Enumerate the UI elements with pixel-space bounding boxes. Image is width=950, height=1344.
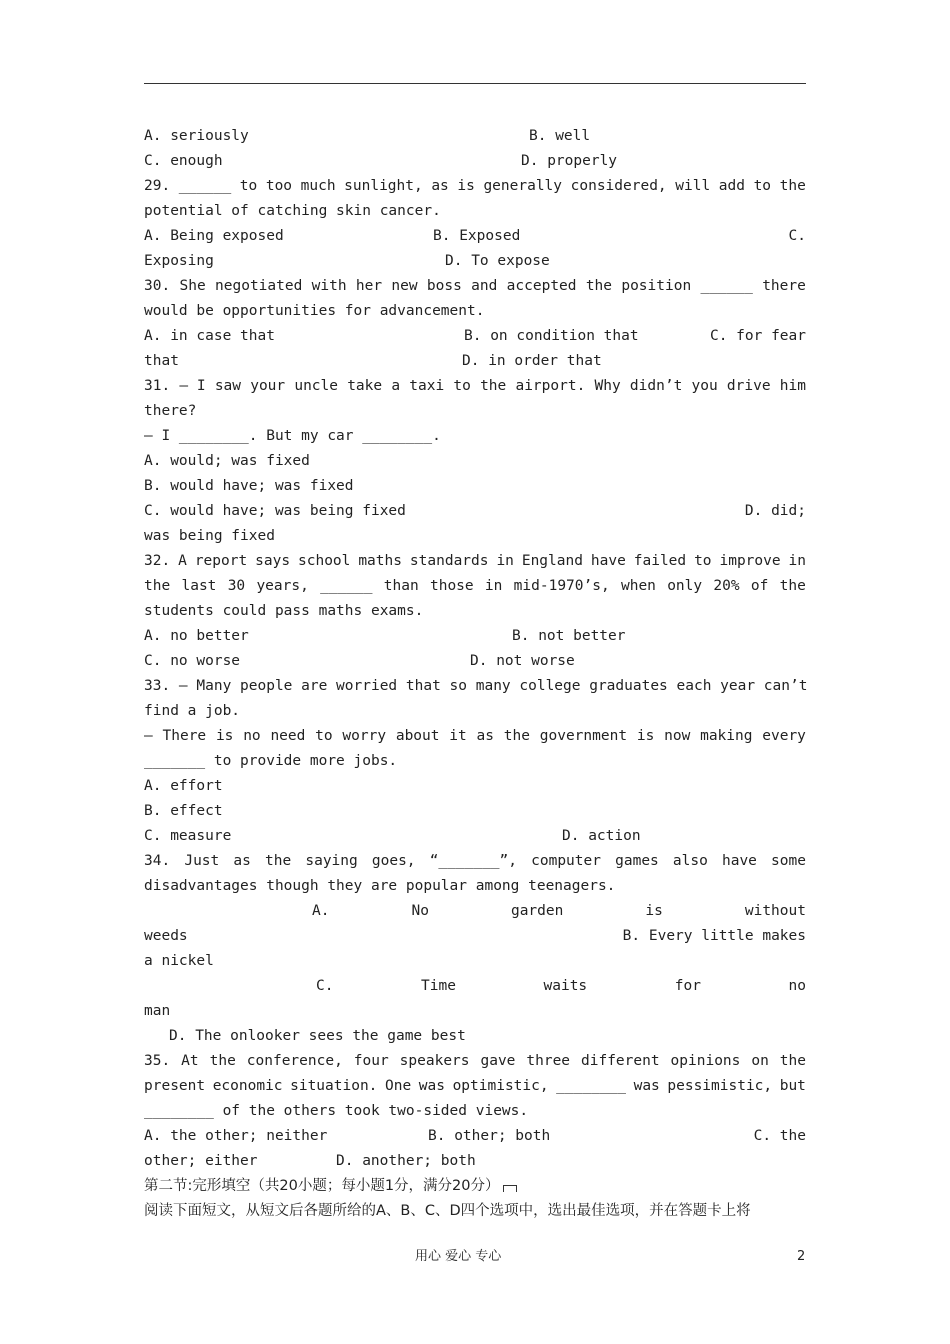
q28-options-row2 xyxy=(144,149,806,174)
q34-options-row2: weeds B. Every little makes xyxy=(144,924,806,949)
page-number: 2 xyxy=(797,1249,806,1264)
q34-stem-line2: disadvantages though they are popular among teenagers. xyxy=(144,878,616,894)
q35-stem-line3: ________ of the others took two-sided views. xyxy=(144,1103,529,1119)
q29-option-c: C. xyxy=(788,228,806,244)
q28-option-a: A. seriously xyxy=(144,128,249,144)
q35-stem-line2: present economic situation. One was optimistic, ________ was pessimistic, but xyxy=(144,1078,806,1094)
q30-stem-line2: would be opportunities for advancement. xyxy=(144,303,485,319)
q30-options-row1 xyxy=(144,324,806,349)
footer-slogan: 用心 爱心 专心 xyxy=(415,1249,502,1264)
q29-options-row1 xyxy=(144,224,806,249)
q35-option-d: D. another; both xyxy=(336,1153,476,1169)
q34-option-d: D. The onlooker sees the game best xyxy=(169,1028,466,1044)
q31-stem-line1: 31. — I saw your uncle take a taxi to the airport. Why didn’t you drive him xyxy=(144,378,806,394)
q31-stem-line2: there? xyxy=(144,403,197,419)
q30-stem-line1: 30. She negotiated with her new boss and accepted the position ______ there xyxy=(144,278,806,294)
q31-option-b: B. would have; was fixed xyxy=(144,478,354,494)
q34-stem-line1: 34. Just as the saying goes, “_______”, computer games also have some xyxy=(144,853,806,869)
q35-option-a: A. the other; neither xyxy=(144,1128,328,1144)
q31-options-row3 xyxy=(144,499,806,524)
q35-stem-line1: 35. At the conference, four speakers gave three different opinions on the xyxy=(144,1053,806,1069)
q34-option-b-cont: a nickel xyxy=(144,953,214,969)
q29-stem-line1: 29. ______ to too much sunlight, as is generally considered, will add to the xyxy=(144,178,806,194)
q31-option-c: C. would have; was being fixed xyxy=(144,503,406,519)
q28-option-b: B. well xyxy=(529,128,591,144)
q30-option-b: B. on condition that xyxy=(464,328,639,344)
q33-stem-line3: — There is no need to worry about it as the government is now making every xyxy=(144,728,806,744)
q33-options-row3 xyxy=(144,824,806,849)
q30-option-c: C. for fear xyxy=(709,328,806,344)
q31-option-d-cont: was being fixed xyxy=(144,528,275,544)
q35-option-c: C. the xyxy=(753,1128,806,1144)
q32-option-c: C. no worse xyxy=(144,653,241,669)
q31-option-d: D. did; xyxy=(744,503,806,519)
q32-stem-line2: the last 30 years, ______ than those in mid-1970’s, when only 20% of the xyxy=(144,578,806,594)
q32-options-row2 xyxy=(144,649,806,674)
q29-option-a: A. Being exposed xyxy=(144,228,284,244)
q29-options-row2: Exposing D. To expose xyxy=(144,249,806,274)
q32-options-row1 xyxy=(144,624,806,649)
q30-options-row2: that D. in order that xyxy=(144,349,806,374)
q31-stem-line3: — I ________. But my car ________. xyxy=(144,428,441,444)
q35-options-row2: other; either D. another; both xyxy=(144,1149,806,1174)
q33-option-b: B. effect xyxy=(144,803,223,819)
page-footer xyxy=(0,1247,950,1267)
q34-option-c: C. Time waits for no xyxy=(316,978,806,994)
q29-option-d: D. To expose xyxy=(445,253,550,269)
q34-option-a: A. No garden is without xyxy=(312,903,806,919)
header-rule xyxy=(144,83,806,84)
q35-option-b: B. other; both xyxy=(428,1128,551,1144)
q32-stem-line3: students could pass maths exams. xyxy=(144,603,424,619)
q31-option-a: A. would; was fixed xyxy=(144,453,310,469)
q34-option-b: B. Every little makes xyxy=(622,928,806,944)
q35-options-row1 xyxy=(144,1124,806,1149)
q29-option-b: B. Exposed xyxy=(433,228,521,244)
q33-option-a: A. effort xyxy=(144,778,223,794)
q33-stem-line1: 33. — Many people are worried that so many college graduates each year can’t xyxy=(144,678,808,694)
q28-option-c: C. enough xyxy=(144,153,223,169)
document-body xyxy=(144,124,806,1224)
section-title: 第二节:完形填空（共20小题；每小题1分，满分20分） xyxy=(144,1174,806,1199)
q30-option-a: A. in case that xyxy=(144,328,275,344)
q33-option-d: D. action xyxy=(562,828,641,844)
q32-option-b: B. not better xyxy=(512,628,626,644)
q32-option-d: D. not worse xyxy=(470,653,575,669)
q33-stem-line2: find a job. xyxy=(144,703,241,719)
q33-stem-line4: _______ to provide more jobs. xyxy=(144,753,398,769)
q29-stem-line2: potential of catching skin cancer. xyxy=(144,203,441,219)
section-instruction: 阅读下面短文，从短文后各题所给的A、B、C、D四个选项中，选出最佳选项，并在答题卡上将 xyxy=(144,1203,751,1219)
q28-option-d: D. properly xyxy=(521,153,618,169)
q28-options-row1 xyxy=(144,124,806,149)
q34-option-c-cont: man xyxy=(144,1003,171,1019)
q32-stem-line1: 32. A report says school maths standards in England have failed to improve in xyxy=(144,553,806,569)
q32-option-a: A. no better xyxy=(144,628,249,644)
return-mark-icon xyxy=(503,1185,517,1192)
q30-option-d: D. in order that xyxy=(462,353,602,369)
q33-option-c: C. measure xyxy=(144,828,232,844)
